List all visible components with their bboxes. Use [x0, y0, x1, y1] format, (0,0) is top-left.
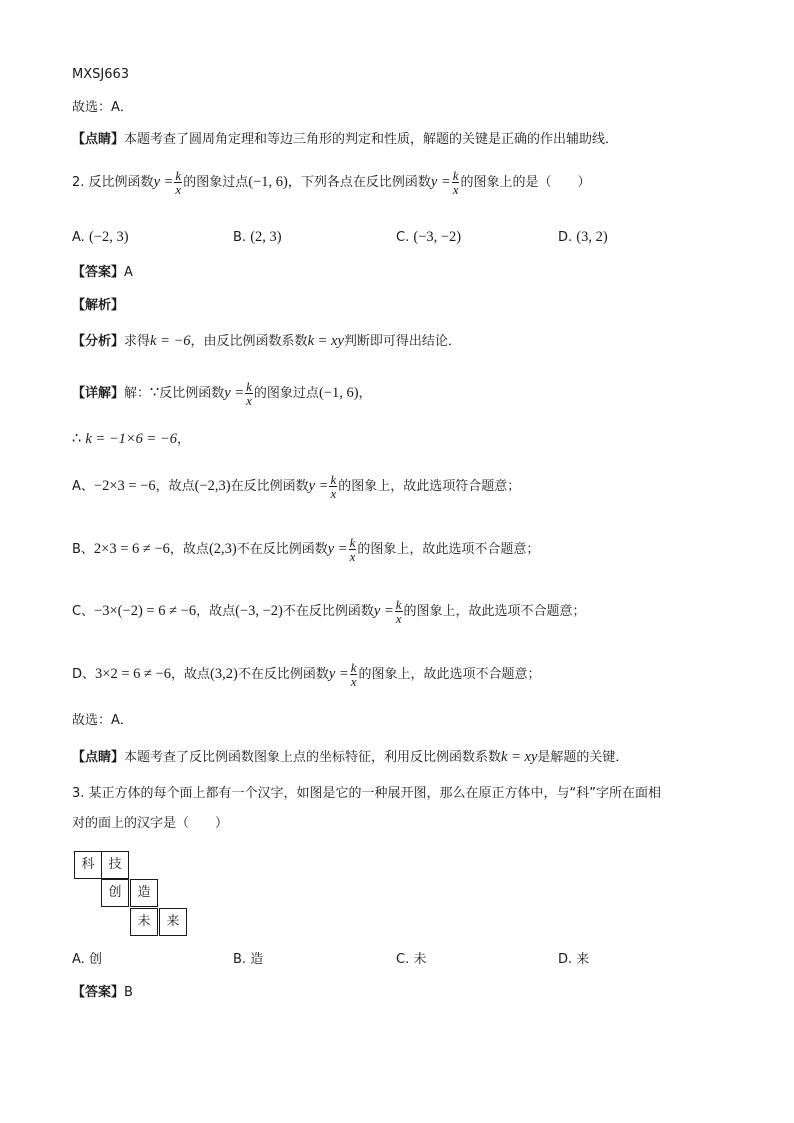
- fraction-k-over-x: $\frac{k}{x}$: [175, 168, 182, 197]
- q2-fenxi: 【分析】求得k = −6，由反比例函数系数k = xy判断即可得出结论．: [72, 333, 461, 349]
- q2-option-d: D. (3, 2): [558, 229, 608, 245]
- q2-analysis-tag: 【解析】: [72, 298, 125, 313]
- q2-check-b: B、2×3 = 6 ≠ −6，故点(2,3)不在反比例函数y = $\frac{k}{x}$ 的图象上，故此选项不合题意；: [72, 535, 540, 564]
- q3-option-d: D. 来: [558, 952, 590, 967]
- q2-check-c: C、−3×(−2) = 6 ≠ −6，故点(−3, −2)不在反比例函数y = $\frac{k}{x}$ 的图象上，故此选项不合题意；: [72, 597, 586, 626]
- comment-tag: 【点睛】: [72, 132, 125, 147]
- net-cell-3: 创: [101, 879, 129, 907]
- q2-detail: 【详解】解：∵反比例函数y = $\frac{k}{x}$ 的图象过点(−1, 6)，: [72, 379, 372, 408]
- q3-option-c: C. 未: [396, 952, 427, 967]
- q3-option-b: B. 造: [233, 952, 264, 967]
- prev-answer: 故选：A．: [72, 100, 133, 115]
- prev-comment: [72, 131, 618, 149]
- q2-answer: 【答案】A: [72, 265, 133, 280]
- q2-stem: 2. 反比例函数y = $\frac{k}{x}$ 的图象过点(−1, 6)，下列各点在反比例函数y = $\frac{k}{x}$ 的图象上的是（ ）: [72, 168, 591, 197]
- question-number: 2.: [72, 175, 85, 190]
- q2-option-b: B. (2, 3): [233, 229, 282, 245]
- net-cell-4: 造: [130, 879, 158, 907]
- net-cell-2: 技: [101, 851, 129, 879]
- net-cell-6: 来: [159, 908, 187, 936]
- q2-check-d: D、3×2 = 6 ≠ −6，故点(3,2)不在反比例函数y = $\frac{k}{x}$ 的图象上，故此选项不合题意；: [72, 660, 541, 689]
- q3-answer: 【答案】B: [72, 985, 133, 1000]
- q2-comment: 【点睛】本题考查了反比例函数图象上点的坐标特征，利用反比例函数系数k = xy是解题的关键．: [72, 749, 629, 765]
- q2-option-c: C. (−3, −2): [396, 229, 462, 245]
- comment-text: 本题考查了圆周角定理和等边三角形的判定和性质，解题的关键是正确的作出辅助线．: [124, 132, 619, 147]
- q3-stem-1: 3. 某正方体的每个面上都有一个汉字，如图是它的一种展开图，那么在原正方体中，与“科”字所在面相: [72, 786, 662, 801]
- doc-code: MXSJ663: [72, 67, 130, 82]
- q2-k-calc: ∴ k = −1×6 = −6，: [72, 431, 190, 447]
- q3-option-a: A. 创: [72, 952, 102, 967]
- q3-stem-2: 对的面上的汉字是（ ）: [72, 816, 229, 831]
- net-cell-1: 科: [74, 851, 102, 879]
- cube-net-figure: [74, 851, 194, 939]
- q2-final: 故选：A．: [72, 713, 133, 728]
- net-cell-5: 未: [130, 908, 158, 936]
- q2-check-a: A、−2×3 = −6，故点(−2,3)在反比例函数y = $\frac{k}{x}$ 的图象上，故此选项符合题意；: [72, 472, 521, 501]
- q2-option-a: A. (−2, 3): [72, 229, 129, 245]
